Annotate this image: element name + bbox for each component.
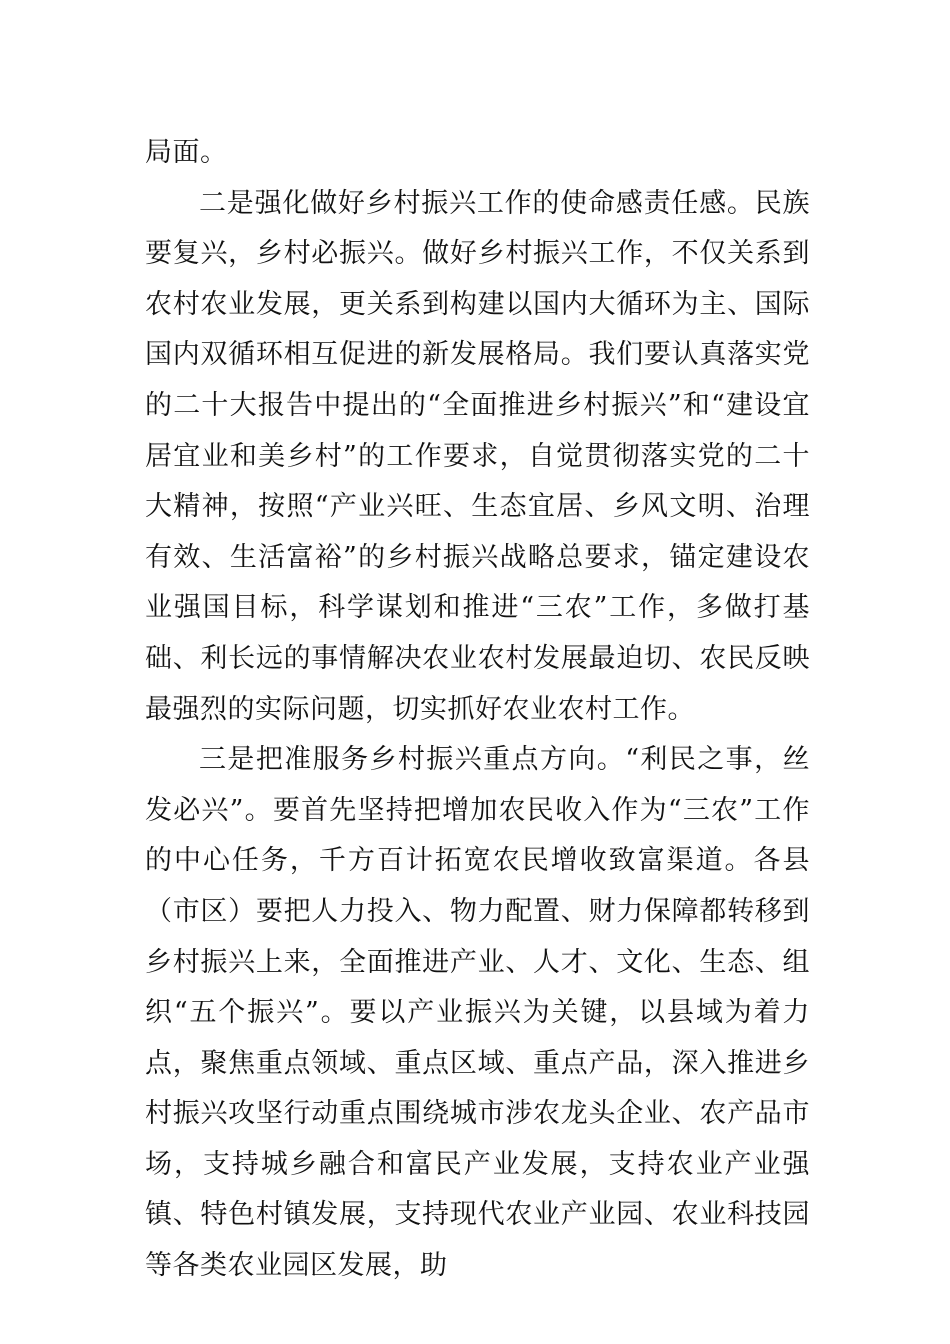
paragraph-second-point: 二是强化做好乡村振兴工作的使命感责任感。民族要复兴，乡村必振兴。做好乡村振兴工作，不仅关系到农村农业发展，更关系到构建以国内大循环为主、国际国内双循环相互促进的新发展格局。我们要认真落实党的二十大报告中提出的“全面推进乡村振兴”和“建设宜居宜业和美乡村”的工作要求，自觉贯彻落实党的二十大精神，按照“产业兴旺、生态宜居、乡风文明、治理有效、生活富裕”的乡村振兴战略总要求，锚定建设农业强国目标，科学谋划和推进“三农”工作，多做打基础、利长远的事情解决农业农村发展最迫切、农民反映最强烈的实际问题，切实抓好农业农村工作。 (145, 187, 810, 725)
document-body (145, 128, 810, 1292)
paragraph-third-point: 三是把准服务乡村振兴重点方向。“利民之事，丝发必兴”。要首先坚持把增加农民收入作为“三农”工作的中心任务，千方百计拓宽农民增收致富渠道。各县（市区）要把人力投入、物力配置、财力保障都转移到乡村振兴上来，全面推进产业、人才、文化、生态、组织“五个振兴”。要以产业振兴为关键，以县域为着力点，聚焦重点领域、重点区域、重点产品，深入推进乡村振兴攻坚行动重点围绕城市涉农龙头企业、农产品市场，支持城乡融合和富民产业发展，支持农业产业强镇、特色村镇发展，支持现代农业产业园、农业科技园等各类农业园区发展，助 (145, 744, 810, 1282)
paragraph-continuation: 局面。 (145, 137, 228, 168)
